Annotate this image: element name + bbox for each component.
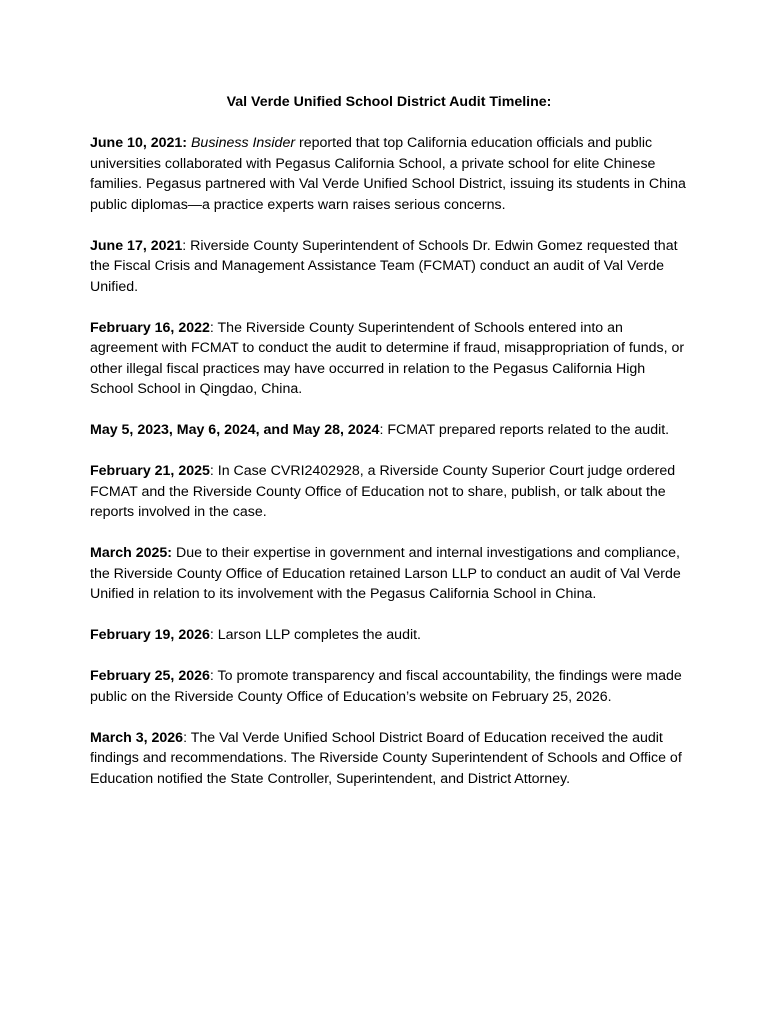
entry-date: February 21, 2025 bbox=[90, 463, 210, 479]
entry-text: : Riverside County Superintendent of Schools Dr. Edwin Gomez requested that the Fiscal Crisis and Management Assistance Team (FCMAT) conduct an audit of Val Verde Unified. bbox=[90, 237, 678, 295]
entry-date: March 3, 2026 bbox=[90, 729, 184, 746]
timeline-entry bbox=[90, 666, 688, 707]
entry-date: May 5, 2023, May 6, 2024, and May 28, 2024 bbox=[90, 422, 380, 438]
entry-text: : FCMAT prepared reports related to the audit. bbox=[379, 422, 670, 438]
publication-name: Business Insider bbox=[190, 135, 296, 151]
timeline-entry bbox=[90, 236, 688, 298]
entry-text: reported that top California education officials and public universities collaborated with Pegasus California School, a private school for elite Chinese families. Pegasus partnered with Val Verde Unified School District, issuing its students in China public diplomas—a practice experts warn raises serious concerns. bbox=[90, 135, 686, 213]
timeline-entry bbox=[90, 625, 688, 646]
timeline-entry bbox=[90, 543, 688, 605]
entry-date: June 10, 2021: bbox=[90, 135, 188, 151]
document-title: Val Verde Unified School District Audit Timeline: bbox=[226, 94, 552, 110]
timeline-entry bbox=[90, 318, 688, 400]
timeline-entry bbox=[90, 461, 688, 523]
document-page bbox=[90, 92, 688, 810]
entry-text: : The Riverside County Superintendent of Schools entered into an agreement with FCMAT to conduct the audit to determine if fraud, misappropriation of funds, or other illegal fiscal practices may have occurred in relation to the Pegasus California High School School in Qingdao, China. bbox=[90, 319, 685, 397]
entry-date: February 25, 2026 bbox=[90, 668, 210, 684]
entry-date: February 19, 2026 bbox=[90, 627, 210, 643]
entry-text: Due to their expertise in government and internal investigations and compliance, the Riverside County Office of Education retained Larson LLP to conduct an audit of Val Verde Unified in relation to its involvement with the Pegasus California School in China. bbox=[90, 545, 681, 602]
entry-date: March 2025: bbox=[90, 545, 173, 561]
entry-text: : In Case CVRI2402928, a Riverside County Superior Court judge ordered FCMAT and the Riverside County Office of Education not to share, publish, or talk about the reports involved in the case. bbox=[90, 463, 676, 520]
entry-date: February 16, 2022 bbox=[90, 319, 210, 336]
entry-date: June 17, 2021 bbox=[90, 237, 183, 254]
entry-text: : To promote transparency and fiscal accountability, the findings were made public on the Riverside County Office of Education’s website on February 25, 2026. bbox=[90, 668, 682, 705]
timeline-entry bbox=[90, 728, 688, 790]
entry-text: : Larson LLP completes the audit. bbox=[209, 627, 421, 643]
timeline-entry bbox=[90, 133, 688, 215]
timeline-entry bbox=[90, 420, 688, 441]
entry-text: : The Val Verde Unified School District Board of Education received the audit findings and recommendations. The Riverside County Superintendent of Schools and Office of Education notified the State Controller, Superintendent, and District Attorney. bbox=[90, 729, 682, 787]
